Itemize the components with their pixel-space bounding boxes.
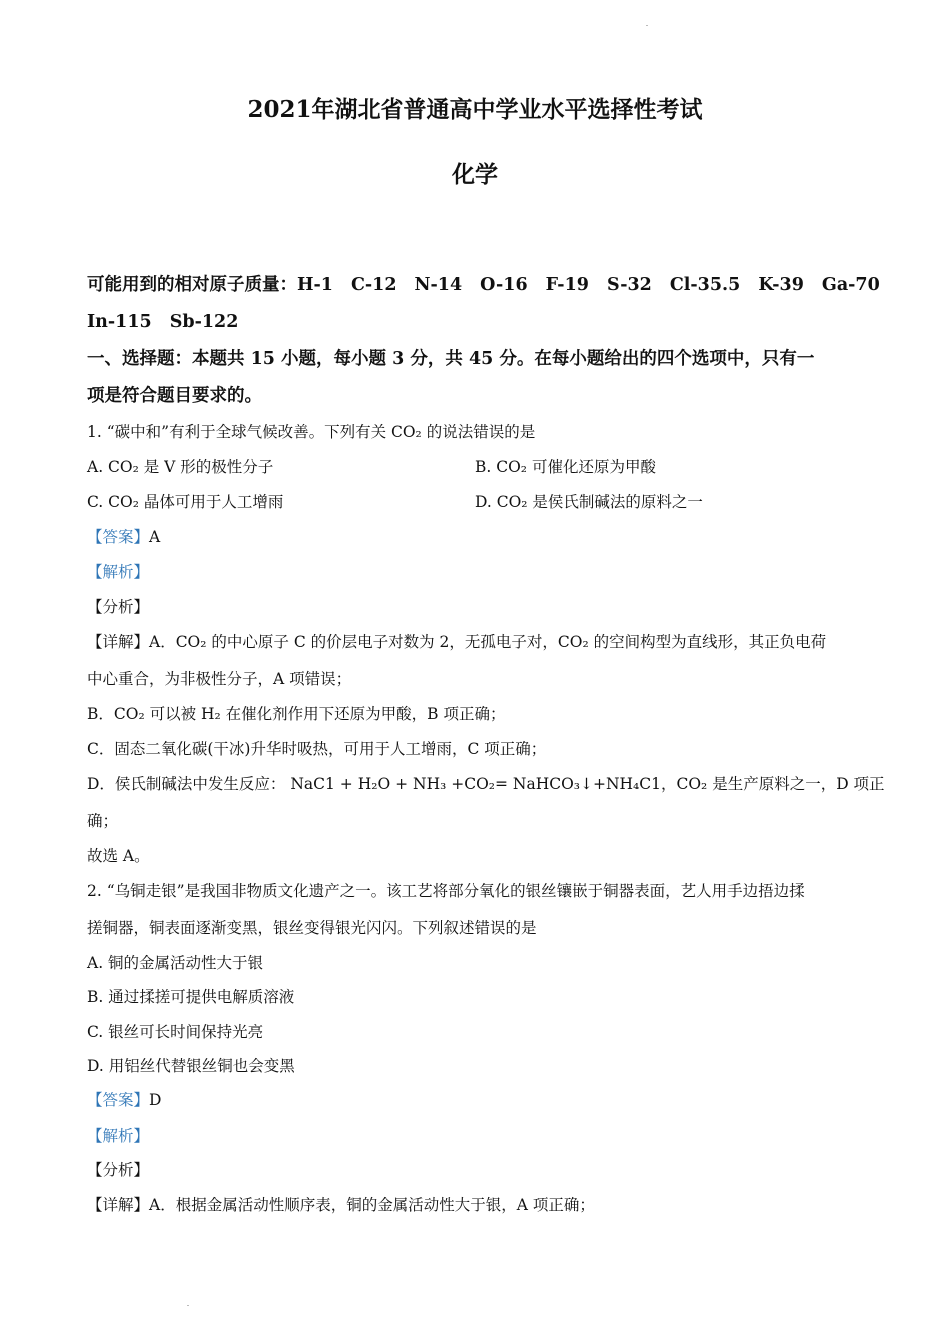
q1-option-a: A. CO₂ 是 V 形的极性分子 — [87, 458, 274, 476]
q1-detail-line: 确； — [87, 812, 119, 830]
atomic-mass: K-39 — [758, 275, 804, 295]
atomic-mass: In-115 — [87, 312, 152, 332]
section-heading-cont: 项是符合题目要求的。 — [87, 386, 262, 406]
q1-detail-line: D．侯氏制碱法中发生反应： NaC1 + H₂O + NH₃ +CO₂= NaHCO₃↓+NH₄C1，CO₂ 是生产原料之一，D 项正 — [87, 775, 885, 793]
q2-option-b: B. 通过揉搓可提供电解质溶液 — [87, 988, 295, 1006]
q1-option-b: B. CO₂ 可催化还原为甲酸 — [475, 458, 656, 476]
atomic-mass: O-16 — [480, 275, 528, 295]
q1-detail-line: 中心重合，为非极性分子，A 项错误； — [87, 670, 352, 688]
q2-stem: 2. “乌铜走银”是我国非物质文化遗产之一。该工艺将部分氧化的银丝镶嵌于铜器表面，艺人用手边捂边揉 — [87, 882, 805, 900]
scan-dot — [646, 25, 648, 26]
answer-tag: 【答案】 — [87, 528, 150, 546]
q1-detail-line: B．CO₂ 可以被 H₂ 在催化剂作用下还原为甲酸，B 项正确； — [87, 705, 506, 723]
q2-stem-cont: 搓铜器，铜表面逐渐变黑，银丝变得银光闪闪。下列叙述错误的是 — [87, 919, 537, 937]
q1-detail-line: 故选 A。 — [87, 847, 150, 865]
answer-value: A — [149, 528, 161, 546]
atomic-masses-line1 — [87, 275, 880, 295]
q1-answer — [87, 527, 160, 547]
q2-option-c: C. 银丝可长时间保持光亮 — [87, 1023, 264, 1041]
atomic-mass: N-14 — [414, 275, 463, 295]
q1-analysis-tag: 【解析】 — [87, 563, 150, 581]
atomic-mass: Ga-70 — [821, 275, 880, 295]
q2-option-a: A. 铜的金属活动性大于银 — [87, 954, 264, 972]
answer-tag: 【答案】 — [87, 1091, 150, 1109]
q1-detail-line: 【详解】A．CO₂ 的中心原子 C 的价层电子对数为 2，无孤电子对，CO₂ 的空间构型为直线形，其正负电荷 — [87, 633, 827, 651]
section-heading: 一、选择题：本题共 15 小题，每小题 3 分，共 45 分。在每小题给出的四个选项中，只有一 — [87, 349, 815, 369]
atomic-mass: C-12 — [350, 275, 397, 295]
q1-stem: 1. “碳中和”有利于全球气候改善。下列有关 CO₂ 的说法错误的是 — [87, 423, 536, 441]
atomic-mass: Sb-122 — [169, 312, 239, 332]
q2-analysis-tag: 【解析】 — [87, 1127, 150, 1145]
exam-title: 2021年湖北省普通高中学业水平选择性考试 — [247, 96, 703, 123]
atomic-mass: H-1 — [297, 275, 333, 295]
q2-detail-line: 【详解】A．根据金属活动性顺序表，铜的金属活动性大于银，A 项正确； — [87, 1196, 595, 1214]
q2-fenxi-tag: 【分析】 — [87, 1161, 150, 1179]
atomic-mass: Cl-35.5 — [669, 275, 741, 295]
scan-dot — [187, 1305, 189, 1306]
subject-title: 化学 — [452, 161, 498, 188]
atomic-masses-line2 — [87, 312, 238, 332]
atomic-mass: F-19 — [545, 275, 589, 295]
q1-option-d: D. CO₂ 是侯氏制碱法的原料之一 — [475, 493, 703, 511]
q1-option-c: C. CO₂ 晶体可用于人工增雨 — [87, 493, 284, 511]
atomic-mass: S-32 — [606, 275, 652, 295]
atomic-mass-label: 可能用到的相对原子质量： — [87, 275, 297, 295]
q1-detail-line: C．固态二氧化碳(干冰)升华时吸热，可用于人工增雨，C 项正确； — [87, 740, 547, 758]
q2-option-d: D. 用铝丝代替银丝铜也会变黑 — [87, 1057, 295, 1075]
answer-value: D — [149, 1091, 162, 1109]
q1-fenxi-tag: 【分析】 — [87, 598, 150, 616]
q2-answer — [87, 1090, 161, 1110]
